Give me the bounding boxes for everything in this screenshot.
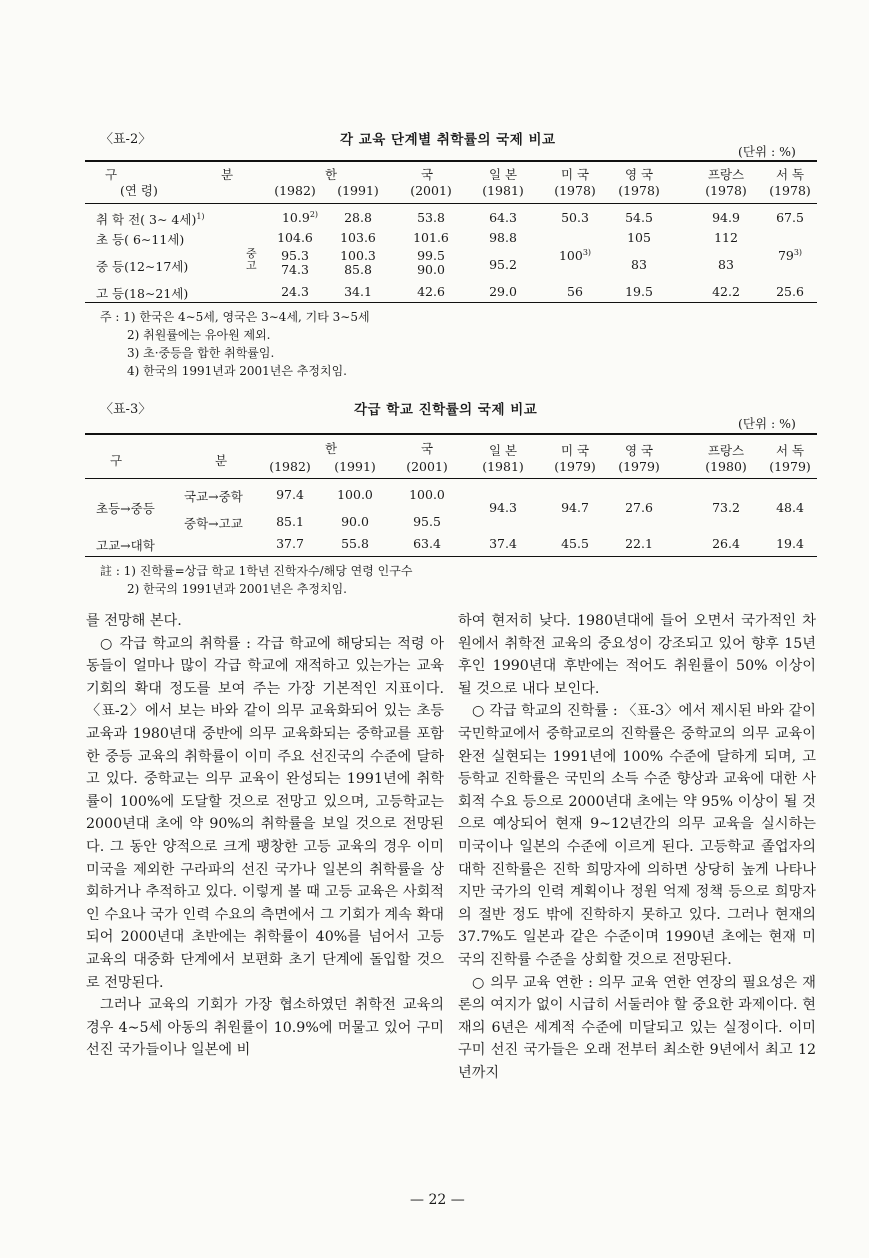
table-cell: 19.5: [625, 284, 653, 299]
table-cell: 103.6: [340, 230, 376, 245]
table3-header-k1: (1982): [269, 459, 311, 474]
table-cell: 54.5: [625, 210, 653, 225]
table2-bottom-rule: [85, 302, 817, 303]
table3-group-label: 초등→중등: [96, 501, 155, 516]
table-cell: 83: [718, 257, 734, 272]
table-cell: 34.1: [344, 284, 372, 299]
table3-header-gu: 구: [110, 453, 123, 468]
table-cell: 112: [714, 230, 738, 245]
paragraph: 를 전망해 본다.: [86, 613, 182, 629]
table-cell: 50.3: [561, 210, 589, 225]
table3-caption: 〈표-3〉: [100, 402, 152, 417]
table2-header-france: 프랑스: [707, 167, 745, 182]
table2-row-label: 중 등(12∼17세): [96, 259, 189, 274]
table-cell: 37.7: [276, 536, 304, 551]
table3-header-korea: 한 국: [325, 441, 474, 456]
table2-header-korea: 한 국: [325, 167, 474, 182]
table2-header-age: (연 령): [120, 183, 158, 198]
table2-row-label: 고 등(18∼21세): [96, 286, 189, 301]
left-column: [86, 610, 444, 1062]
table2-row-label: 초 등( 6∼11세): [96, 232, 185, 247]
table-cell: 48.4: [776, 500, 804, 515]
table-cell: 100$^{3)}$: [558, 248, 592, 264]
table3-bottom-rule: [85, 556, 817, 557]
table2-title: 각 교육 단계별 취학률의 국제 비교: [340, 132, 556, 148]
table-cell: 100.0: [337, 487, 373, 502]
table-cell: 28.8: [344, 210, 372, 225]
table-cell: 79$^{3)}$: [777, 248, 803, 264]
table2-unit: (단위 : %): [738, 144, 796, 159]
table3-header-germany-year: (1979): [769, 459, 811, 474]
table-cell: 55.8: [341, 536, 369, 551]
table2-header-uk: 영 국: [624, 167, 654, 182]
table-cell: 29.0: [489, 284, 517, 299]
table-cell: 25.6: [776, 284, 804, 299]
right-column: [458, 610, 816, 1084]
table2-header-france-year: (1978): [705, 183, 747, 198]
table-cell: 94.7: [561, 500, 589, 515]
table3-note: 2) 한국의 1991년과 2001년은 추정치임.: [127, 582, 347, 596]
table2-header-usa: 미 국: [560, 167, 590, 182]
table3-header-k2: (1991): [334, 459, 376, 474]
table-cell: 10.9$^{2)}$: [281, 210, 319, 226]
table-cell: 26.4: [712, 536, 740, 551]
table3-note: 註 : 1) 진학률=상급 학교 1학년 진학자수/해당 연령 인구수: [100, 564, 413, 578]
table-cell: 63.4: [413, 536, 441, 551]
table-cell: 67.5: [776, 210, 804, 225]
table2-header-k1: (1982): [274, 183, 316, 198]
table-cell: 90.0: [341, 514, 369, 529]
table2-row-label: 취 학 전( 3∼ 4세)$^{1)}$: [96, 211, 205, 227]
table3-header-uk-year: (1979): [618, 459, 660, 474]
table2-header-usa-year: (1978): [554, 183, 596, 198]
table-cell: 42.2: [712, 284, 740, 299]
table3-header-japan: 일 본: [488, 443, 518, 458]
table2-note: 주 : 1) 한국은 4∼5세, 영국은 3∼4세, 기타 3∼5세: [100, 310, 370, 324]
table2-header-k3: (2001): [410, 183, 452, 198]
table3-header-bun: 분: [215, 453, 228, 468]
table-cell: 94.3: [489, 500, 517, 515]
table2-header-germany-year: (1978): [769, 183, 811, 198]
table-cell: 37.4: [489, 536, 517, 551]
table3-header-japan-year: (1981): [482, 459, 524, 474]
table2-header-gubun: 구 분: [105, 167, 284, 182]
table3-header-rule: [85, 478, 817, 479]
table3-title: 각급 학교 진학률의 국제 비교: [354, 402, 538, 418]
page-number: — 22 —: [410, 1192, 465, 1208]
table3-sub-label: 중학→고교: [184, 516, 243, 531]
table2-note: 3) 초·중등을 합한 취학률임.: [127, 346, 275, 360]
table-cell: 104.6: [277, 230, 313, 245]
table-cell: 24.3: [281, 284, 309, 299]
table2-header-k2: (1991): [337, 183, 379, 198]
table3-top-rule: [85, 433, 817, 435]
table-cell: 45.5: [561, 536, 589, 551]
table-cell: 85.1: [276, 514, 304, 529]
table2-note: 4) 한국의 1991년과 2001년은 추정치임.: [127, 364, 347, 378]
table3-header-usa-year: (1979): [554, 459, 596, 474]
table-cell: 100.0: [409, 487, 445, 502]
table2-header-japan-year: (1981): [482, 183, 524, 198]
table-cell: 101.6: [413, 230, 449, 245]
table-cell: 42.6: [417, 284, 445, 299]
table-cell: 95.3 74.3: [281, 248, 309, 277]
table-cell: 56: [567, 284, 583, 299]
table2-note: 2) 취원률에는 유아원 제외.: [127, 328, 271, 342]
table-cell: 22.1: [625, 536, 653, 551]
table2-header-rule: [85, 203, 817, 204]
table2-sublabel: 중 고: [246, 247, 257, 272]
table-cell: 73.2: [712, 500, 740, 515]
table3-unit: (단위 : %): [738, 416, 796, 431]
table-cell: 83: [631, 257, 647, 272]
table2-header-germany: 서 독: [775, 167, 805, 182]
paragraph: 하여 현저히 낮다. 1980년대에 들어 오면서 국가적인 차원에서 취학전 교육의 중요성이 강조되고 있어 향후 15년 후인 1990년대 후반에는 적어도 취원률이 50% 이상이 될 것으로 내다 보인다.: [458, 613, 816, 697]
table-cell: 99.5 90.0: [417, 248, 445, 277]
table2-caption: 〈표-2〉: [100, 132, 152, 147]
table-cell: 94.9: [712, 210, 740, 225]
table-cell: 95.5: [413, 514, 441, 529]
paragraph: ○ 각급 학교의 취학률 : 각급 학교에 해당되는 적령 아동들이 얼마나 많이 각급 학교에 재적하고 있는가는 교육 기회의 확대 정도를 보여 주는 가장 기본적인 지표이다. 〈표-2〉에서 보는 바와 같이 의무 교육화되어 있는 초등 교육과 1980년대 중반에 의무 교육화되는 중학교를 포함한 중등 교육의 취학률이 이미 주요 선진국의 수준에 달하고 있다. 중학교는 의무 교육이 완성되는 1991년에 취학률이 100%에 도달할 것으로 전망고 있으며, 고등학교는 2000년대 초에 약 90%의 취학률을 보일 것으로 전망된다. 그 동안 양적으로 크게 팽창한 고등 교육의 경우 이미 미국을 제외한 구라파의 선진 국가나 일본의 취학률을 상회하거나 추적하고 있다. 이렇게 볼 때 고등 교육은 사회적인 수요나 국가 인력 수요의 측면에서 그 기회가 계속 확대되어 2000년대 초반에는 취학률이 40%를 넘어서 고등 교육의 대중화 단계에서 보편화 초기 단계에 돌입할 것으로 전망된다.: [86, 635, 444, 991]
table-cell: 105: [627, 230, 651, 245]
table2-header-uk-year: (1978): [618, 183, 660, 198]
table-cell: 27.6: [625, 500, 653, 515]
table3-header-uk: 영 국: [624, 443, 654, 458]
table-cell: 97.4: [276, 487, 304, 502]
table3-header-germany: 서 독: [775, 443, 805, 458]
table-cell: 19.4: [776, 536, 804, 551]
table2-header-japan: 일 본: [488, 167, 518, 182]
paragraph: ○ 각급 학교의 진학률 : 〈표-3〉에서 제시된 바와 같이 국민학교에서 중학교로의 진학률은 중학교의 의무 교육이 완전 실현되는 1991년에 100% 수준에 달하게 되며, 고등학교 진학률은 국민의 소득 수준 향상과 교육에 대한 사회적 수요 등으로 2000년대 초에는 약 95% 이상이 될 것으로 예상되어 현재 9∼12년간의 의무 교육을 실시하는 미국이나 일본의 수준에 이르게 된다. 고등학교 졸업자의 대학 진학률은 진학 희망자에 의하면 상당히 높게 나타나지만 국가의 인력 계획이나 정원 억제 정책 등으로 희망자의 절반 정도 밖에 진학하지 못하고 있다. 그러나 현재의 37.7%도 일본과 같은 수준이며 1990년 초에는 현재 미국의 진학률 수준을 상회할 것으로 전망된다.: [458, 703, 816, 968]
table-cell: 100.3 85.8: [340, 248, 376, 277]
table-cell: 53.8: [417, 210, 445, 225]
table3-header-france: 프랑스: [707, 443, 745, 458]
table2-top-rule: [85, 160, 817, 162]
table3-group-label: 고교→대학: [96, 538, 155, 553]
table-cell: 95.2: [489, 257, 517, 272]
table3-header-france-year: (1980): [705, 459, 747, 474]
paragraph: ○ 의무 교육 연한 : 의무 교육 연한 연장의 필요성은 재론의 여지가 없이 시급히 서둘러야 할 중요한 과제이다. 현재의 6년은 세계적 수준에 미달되고 있는 실정이다. 이미 구미 선진 국가들은 오래 전부터 최소한 9년에서 최고 12년까지: [458, 974, 816, 1081]
table3-sub-label: 국교→중학: [184, 489, 243, 504]
table-cell: 98.8: [489, 230, 517, 245]
table-cell: 64.3: [489, 210, 517, 225]
table3-header-usa: 미 국: [560, 443, 590, 458]
paragraph: 그러나 교육의 기회가 가장 협소하였던 취학전 교육의 경우 4∼5세 아동의 취원률이 10.9%에 머물고 있어 구미 선진 국가들이나 일본에 비: [86, 997, 444, 1059]
table3-header-k3: (2001): [406, 459, 448, 474]
